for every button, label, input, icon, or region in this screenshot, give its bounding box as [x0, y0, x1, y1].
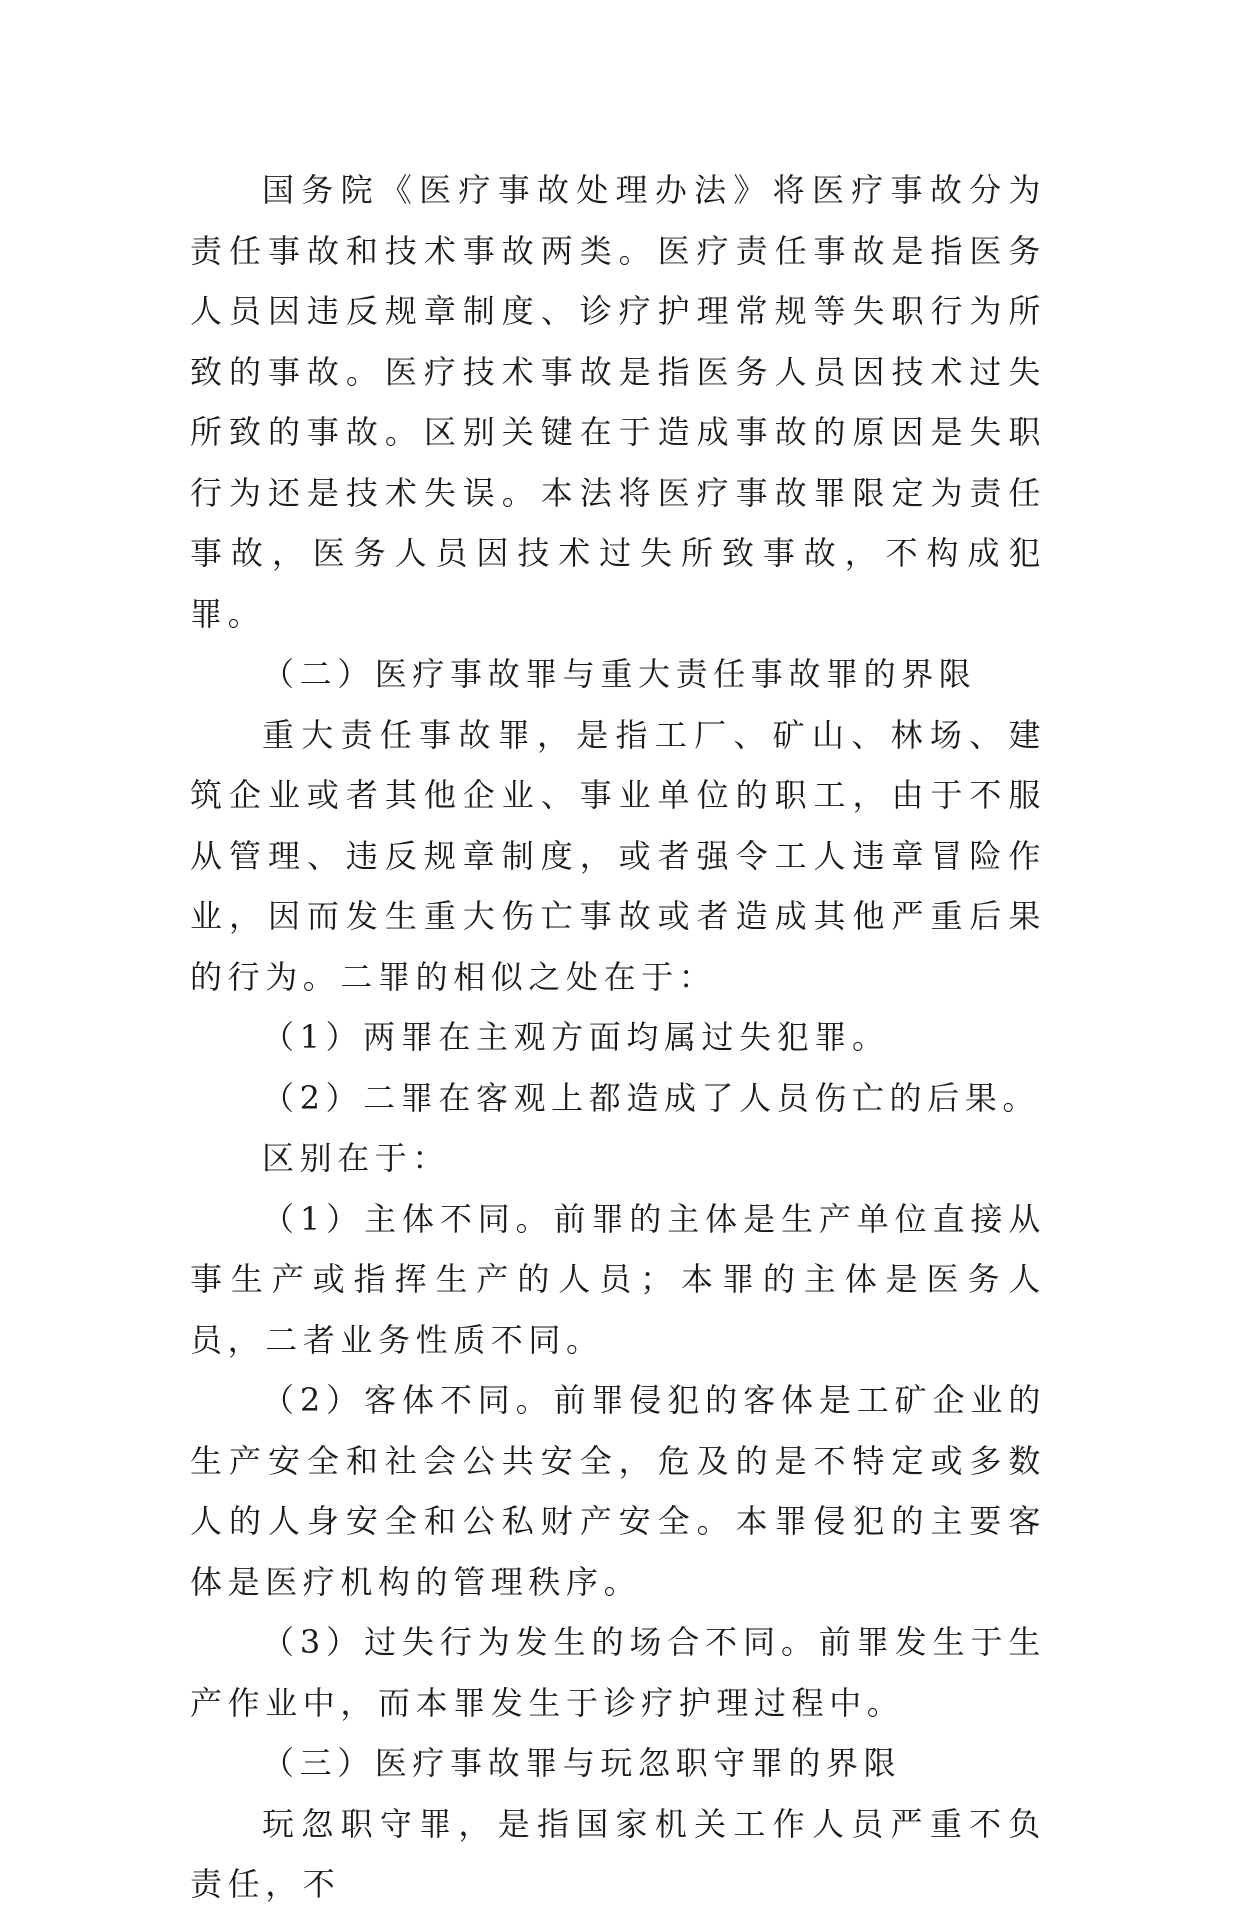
difference-item-1: （1）主体不同。前罪的主体是生产单位直接从事生产或指挥生产的人员；本罪的主体是医务人员，二者业务性质不同。 [190, 1199, 1046, 1359]
paragraph-medical-accident-types: 国务院《医疗事故处理办法》将医疗事故分为责任事故和技术事故两类。医疗责任事故是指医务人员因违反规章制度、诊疗护理常规等失职行为所致的事故。医疗技术事故是指医务人员因技术过失所致的事故。区别关键在于造成事故的原因是失职行为还是技术失误。本法将医疗事故罪限定为责任事故，医务人员因技术过失所致事故，不构成犯罪。 [190, 171, 1046, 633]
difference-intro: 区别在于： [262, 1139, 451, 1177]
difference-item-2: （2）客体不同。前罪侵犯的客体是工矿企业的生产安全和社会公共安全，危及的是不特定或多数人的人身安全和公私财产安全。本罪侵犯的主要客体是医疗机构的管理秩序。 [190, 1381, 1046, 1601]
similarity-item-2: （2）二罪在客观上都造成了人员伤亡的后果。 [262, 1078, 1040, 1117]
document-page [190, 160, 1046, 1915]
paragraph-major-liability-definition: 重大责任事故罪，是指工厂、矿山、林场、建筑企业或者其他企业、事业单位的职工，由于不服从管理、违反规章制度，或者强令工人违章冒险作业，因而发生重大伤亡事故或者造成其他严重后果的行为。二罪的相似之处在于： [190, 715, 1046, 996]
section-heading-3: （三）医疗事故罪与玩忽职守罪的界限 [262, 1744, 902, 1782]
section-heading-2: （二）医疗事故罪与重大责任事故罪的界限 [262, 655, 977, 693]
paragraph-dereliction-definition: 玩忽职守罪，是指国家机关工作人员严重不负责任，不 [190, 1804, 1046, 1903]
similarity-item-1: （1）两罪在主观方面均属过失犯罪。 [262, 1018, 890, 1056]
difference-item-3: （3）过失行为发生的场合不同。前罪发生于生产作业中，而本罪发生于诊疗护理过程中。 [190, 1623, 1046, 1722]
